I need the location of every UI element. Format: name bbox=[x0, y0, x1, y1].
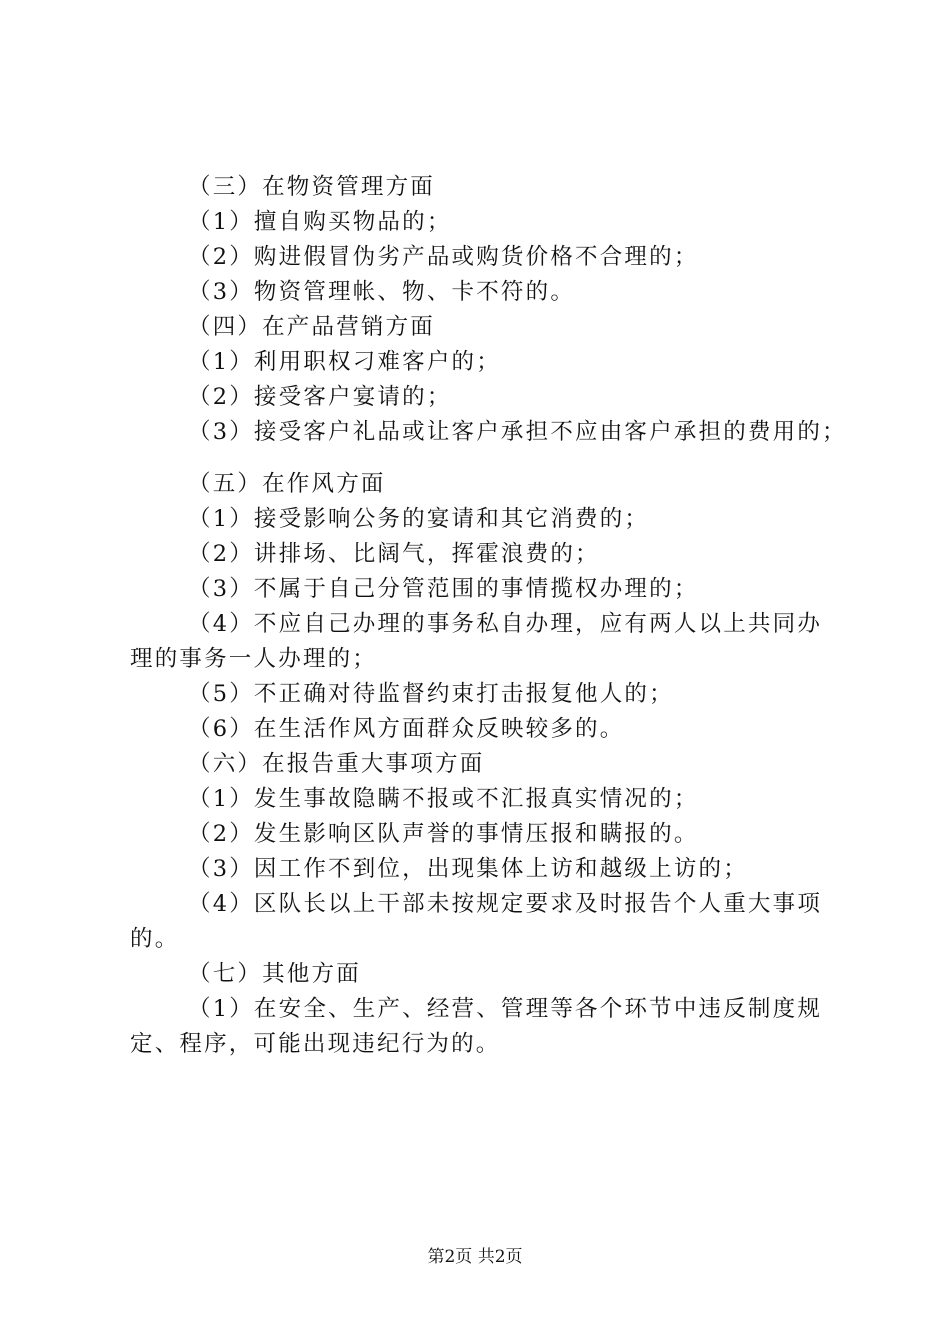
list-item: （3）不属于自己分管范围的事情揽权办理的； bbox=[188, 576, 699, 602]
list-item: （2）购进假冒伪劣产品或购货价格不合理的； bbox=[188, 244, 699, 270]
list-item: （1）接受影响公务的宴请和其它消费的； bbox=[188, 506, 650, 532]
list-item: （5）不正确对待监督约束打击报复他人的； bbox=[188, 681, 674, 707]
list-item: （2）讲排场、比阔气，挥霍浪费的； bbox=[188, 541, 600, 567]
section-heading: （六）在报告重大事项方面 bbox=[188, 751, 485, 777]
list-item: （3）接受客户礼品或让客户承担不应由客户承担的费用的； bbox=[188, 419, 847, 445]
list-item: （1）发生事故隐瞒不报或不汇报真实情况的； bbox=[188, 786, 699, 812]
section-heading: （五）在作风方面 bbox=[188, 471, 386, 497]
list-item: （2）接受客户宴请的； bbox=[188, 384, 452, 410]
section-heading: （三）在物资管理方面 bbox=[188, 174, 436, 200]
page-footer: 第2页 共2页 bbox=[427, 1247, 523, 1267]
list-item: （2）发生影响区队声誉的事情压报和瞒报的。 bbox=[188, 821, 699, 847]
list-item: （1）擅自购买物品的； bbox=[188, 209, 452, 235]
list-item: （1）在安全、生产、经营、管理等各个环节中违反制度规 bbox=[188, 996, 823, 1022]
list-item-continuation: 理的事务一人办理的； bbox=[130, 646, 378, 672]
list-item: （1）利用职权刁难客户的； bbox=[188, 349, 501, 375]
list-item: （3）物资管理帐、物、卡不符的。 bbox=[188, 279, 576, 305]
list-item: （4）区队长以上干部未按规定要求及时报告个人重大事项 bbox=[188, 891, 823, 917]
list-item: （4）不应自己办理的事务私自办理，应有两人以上共同办 bbox=[188, 611, 823, 637]
list-item-continuation: 的。 bbox=[130, 926, 180, 952]
section-heading: （四）在产品营销方面 bbox=[188, 314, 436, 340]
list-item: （3）因工作不到位，出现集体上访和越级上访的； bbox=[188, 856, 748, 882]
list-item: （6）在生活作风方面群众反映较多的。 bbox=[188, 716, 625, 742]
list-item-continuation: 定、程序，可能出现违纪行为的。 bbox=[130, 1031, 501, 1057]
section-heading: （七）其他方面 bbox=[188, 961, 361, 987]
